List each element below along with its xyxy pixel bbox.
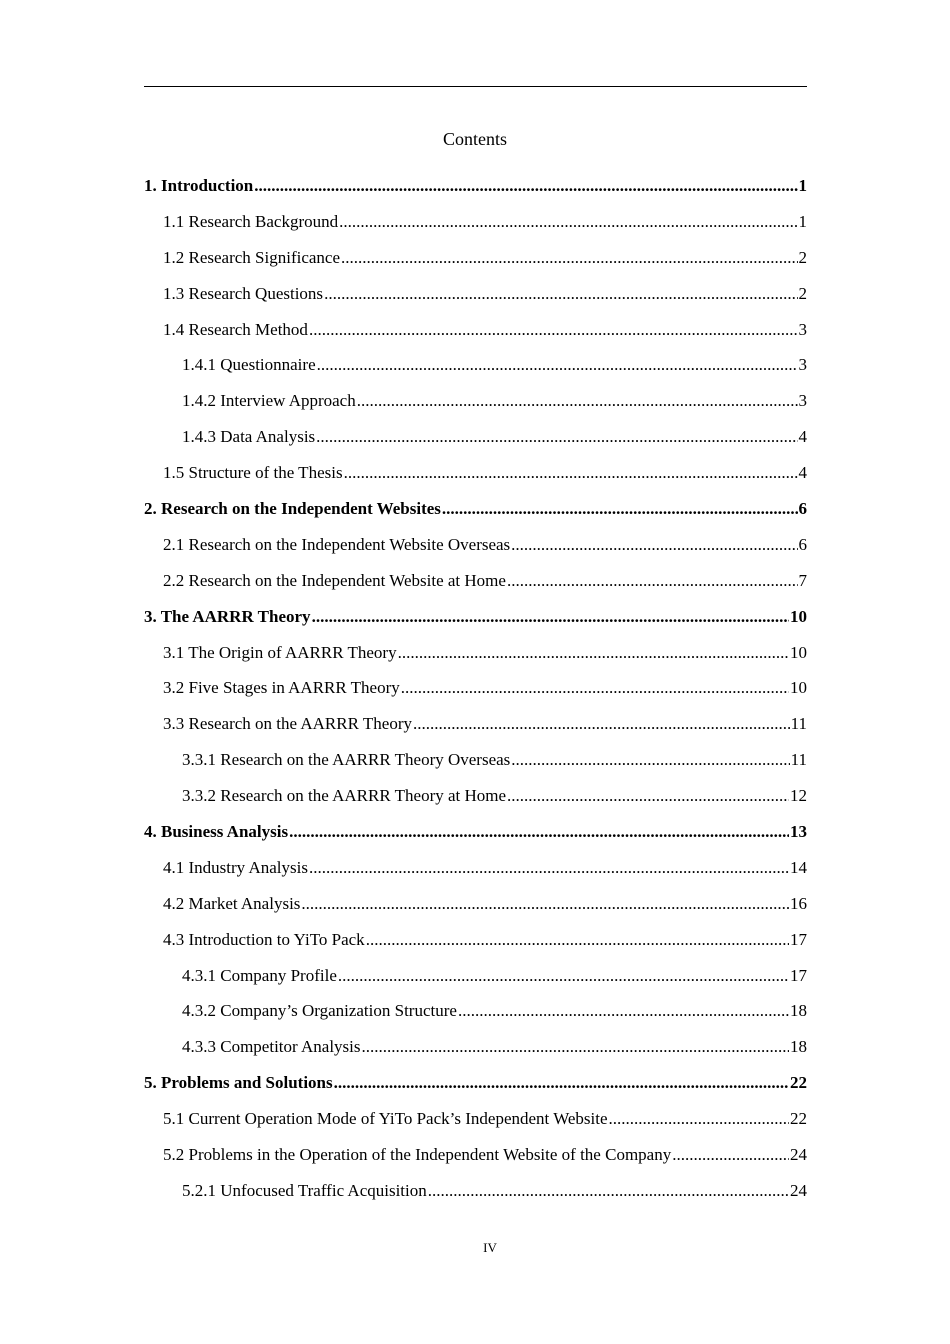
toc-entry-page: 18 — [790, 1001, 807, 1021]
toc-entry[interactable] — [144, 534, 807, 570]
toc-leader-dots — [398, 642, 789, 664]
toc-entry-title: 5.2 Problems in the Operation of the Independent Website of the Company — [163, 1145, 672, 1165]
toc-leader-dots — [507, 570, 798, 592]
toc-entry-title: 1.4.3 Data Analysis — [182, 427, 316, 447]
toc-entry[interactable] — [144, 1108, 807, 1144]
toc-entry-title: 3.3.1 Research on the AARRR Theory Overseas — [182, 750, 511, 770]
toc-entry[interactable] — [144, 857, 807, 893]
toc-entry-page: 3 — [798, 319, 807, 339]
toc-entry[interactable] — [144, 642, 807, 678]
toc-leader-dots — [289, 821, 789, 843]
toc-entry-title: 4.3.2 Company’s Organization Structure — [182, 1001, 457, 1021]
toc-entry[interactable] — [144, 749, 807, 785]
toc-leader-dots — [362, 1036, 790, 1058]
toc-entry[interactable] — [144, 1036, 807, 1072]
toc-leader-dots — [401, 677, 789, 699]
toc-leader-dots — [511, 749, 789, 771]
toc-entry-page: 11 — [790, 750, 807, 770]
toc-entry-page: 4 — [798, 427, 807, 447]
toc-entry-page: 6 — [798, 499, 807, 519]
toc-entry-title: 3.1 The Origin of AARRR Theory — [163, 642, 397, 662]
toc-entry[interactable] — [144, 354, 807, 390]
toc-entry[interactable] — [144, 785, 807, 821]
toc-entry[interactable] — [144, 1000, 807, 1036]
toc-entry-page: 6 — [798, 534, 807, 554]
toc-leader-dots — [339, 211, 797, 233]
toc-entry-title: 3. The AARRR Theory — [144, 606, 311, 626]
toc-entry-title: 2. Research on the Independent Websites — [144, 499, 441, 519]
toc-entry-title: 1.4 Research Method — [163, 319, 308, 339]
toc-entry[interactable] — [144, 929, 807, 965]
toc-entry-page: 7 — [798, 570, 807, 590]
toc-leader-dots — [312, 606, 789, 628]
toc-leader-dots — [428, 1180, 789, 1202]
page-number: IV — [483, 1240, 497, 1255]
contents-title: Contents — [442, 129, 507, 149]
toc-entry-title: 1.1 Research Background — [163, 211, 339, 231]
toc-entry[interactable] — [144, 390, 807, 426]
toc-entry[interactable] — [144, 570, 807, 606]
toc-entry-page: 4 — [798, 463, 807, 483]
toc-leader-dots — [334, 1072, 789, 1094]
toc-leader-dots — [338, 965, 789, 987]
toc-entry-title: 4. Business Analysis — [144, 822, 289, 842]
toc-entry-page: 10 — [790, 642, 807, 662]
toc-entry-title: 2.1 Research on the Independent Website Overseas — [163, 534, 511, 554]
toc-leader-dots — [413, 713, 790, 735]
toc-entry-page: 22 — [790, 1109, 807, 1129]
toc-entry[interactable] — [144, 1180, 807, 1216]
toc-leader-dots — [609, 1108, 789, 1130]
toc-entry-page: 11 — [790, 714, 807, 734]
table-of-contents — [144, 175, 807, 1216]
toc-leader-dots — [344, 462, 798, 484]
toc-entry-title: 5.1 Current Operation Mode of YiTo Pack’s Independent Website — [163, 1109, 608, 1129]
toc-entry-page: 14 — [790, 857, 807, 877]
toc-entry-page: 2 — [798, 283, 807, 303]
toc-entry-page: 17 — [790, 929, 807, 949]
toc-entry-page: 10 — [790, 678, 807, 698]
toc-leader-dots — [324, 283, 797, 305]
toc-entry[interactable] — [144, 283, 807, 319]
toc-entry[interactable] — [144, 1144, 807, 1180]
toc-entry-title: 2.2 Research on the Independent Website at Home — [163, 570, 506, 590]
toc-leader-dots — [442, 498, 798, 520]
toc-entry-page: 22 — [790, 1073, 807, 1093]
toc-entry-page: 12 — [790, 786, 807, 806]
toc-entry[interactable] — [144, 319, 807, 355]
toc-leader-dots — [254, 175, 797, 197]
toc-entry-page: 3 — [798, 355, 807, 375]
toc-entry-page: 18 — [790, 1037, 807, 1057]
toc-entry[interactable] — [144, 498, 807, 534]
toc-entry[interactable] — [144, 821, 807, 857]
toc-entry[interactable] — [144, 606, 807, 642]
toc-leader-dots — [458, 1000, 789, 1022]
toc-entry-page: 24 — [790, 1180, 807, 1200]
toc-leader-dots — [357, 390, 798, 412]
toc-leader-dots — [316, 426, 797, 448]
toc-entry-title: 4.2 Market Analysis — [163, 893, 301, 913]
toc-entry[interactable] — [144, 211, 807, 247]
toc-entry-title: 3.3.2 Research on the AARRR Theory at Home — [182, 786, 507, 806]
toc-entry-title: 1.3 Research Questions — [163, 283, 324, 303]
toc-entry[interactable] — [144, 713, 807, 749]
toc-entry-page: 1 — [798, 211, 807, 231]
toc-entry-page: 10 — [790, 606, 807, 626]
toc-entry[interactable] — [144, 1072, 807, 1108]
toc-entry-title: 1.2 Research Significance — [163, 247, 341, 267]
toc-leader-dots — [511, 534, 797, 556]
toc-leader-dots — [301, 893, 789, 915]
toc-entry-title: 5. Problems and Solutions — [144, 1073, 333, 1093]
header-rule — [144, 86, 807, 87]
toc-entry-page: 13 — [790, 822, 807, 842]
toc-entry-title: 4.3 Introduction to YiTo Pack — [163, 929, 365, 949]
toc-entry[interactable] — [144, 677, 807, 713]
toc-entry-title: 3.2 Five Stages in AARRR Theory — [163, 678, 400, 698]
toc-entry-page: 3 — [798, 391, 807, 411]
toc-entry[interactable] — [144, 175, 807, 211]
toc-entry-title: 5.2.1 Unfocused Traffic Acquisition — [182, 1180, 427, 1200]
toc-leader-dots — [317, 354, 798, 376]
toc-entry[interactable] — [144, 247, 807, 283]
toc-entry-page: 16 — [790, 893, 807, 913]
toc-entry-title: 1. Introduction — [144, 176, 254, 195]
toc-entry-title: 4.1 Industry Analysis — [163, 857, 308, 877]
toc-leader-dots — [366, 929, 789, 951]
toc-entry-title: 1.4.1 Questionnaire — [182, 355, 316, 375]
toc-entry-page: 17 — [790, 965, 807, 985]
toc-entry[interactable] — [144, 965, 807, 1001]
toc-entry[interactable] — [144, 462, 807, 498]
toc-leader-dots — [341, 247, 797, 269]
toc-entry-title: 1.4.2 Interview Approach — [182, 391, 356, 411]
toc-entry[interactable] — [144, 426, 807, 462]
toc-entry-page: 2 — [798, 247, 807, 267]
toc-entry-title: 1.5 Structure of the Thesis — [163, 463, 343, 483]
toc-entry-page: 1 — [798, 176, 807, 195]
toc-entry-title: 4.3.3 Competitor Analysis — [182, 1037, 361, 1057]
toc-entry[interactable] — [144, 893, 807, 929]
toc-leader-dots — [309, 857, 789, 879]
toc-entry-title: 4.3.1 Company Profile — [182, 965, 337, 985]
toc-leader-dots — [672, 1144, 789, 1166]
toc-leader-dots — [309, 319, 798, 341]
toc-entry-page: 24 — [790, 1145, 807, 1165]
toc-leader-dots — [507, 785, 789, 807]
toc-entry-title: 3.3 Research on the AARRR Theory — [163, 714, 412, 734]
